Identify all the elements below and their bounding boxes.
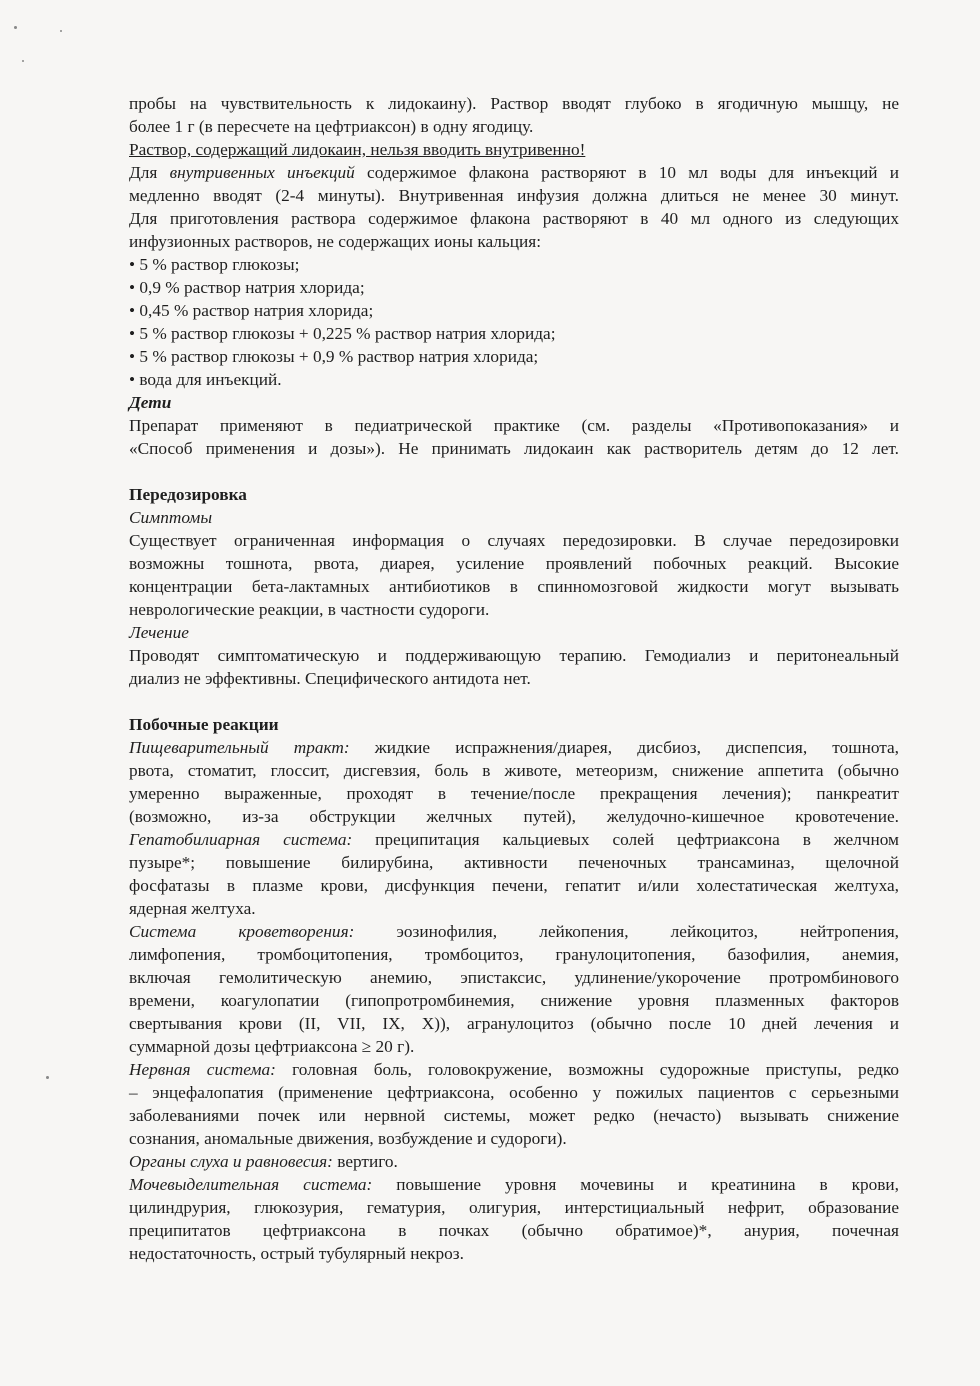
text-line: лимфопения, тромбоцитопения, тромбоцитоз, гранулоцитопения, базофилия, анемия, <box>129 945 899 964</box>
text-line: (возможно, из-за обструкции желчных путей), желудочно-кишечное кровотечение. <box>129 807 899 826</box>
text-line: пробы на чувствительность к лидокаину). Раствор вводят глубоко в ягодичную мышцу, не <box>129 94 899 113</box>
text-line: Препарат применяют в педиатрической практике (см. разделы «Противопоказания» и <box>129 416 899 435</box>
text-line: «Способ применения и дозы»). Не принимать лидокаин как растворитель детям до 12 лет. <box>129 439 899 458</box>
text-line: Проводят симптоматическую и поддерживающую терапию. Гемодиализ и перитонеальный <box>129 646 899 665</box>
solution-item: • 5 % раствор глюкозы; <box>129 253 899 276</box>
text-line: суммарной дозы цефтриаксона ≥ 20 г). <box>129 1037 415 1056</box>
text-line: Гепатобилиарная система: преципитация кальциевых солей цефтриаксона в желчном <box>129 830 899 849</box>
category-label: Пищеварительный тракт: <box>129 738 350 757</box>
section-heading: Побочные реакции <box>129 715 279 734</box>
text-line: возможны тошнота, рвота, диарея, усиление проявлений побочных реакций. Высокие <box>129 554 899 573</box>
solution-item: • вода для инъекций. <box>129 368 899 391</box>
category-label: Система кроветворения: <box>129 922 355 941</box>
text-line: Для внутривенных инъекций содержимое флакона растворяют в 10 мл воды для инъекций и <box>129 163 899 182</box>
text-line: заболеваниями почек или нервной системы, может редко (нечасто) вызывать снижение <box>129 1106 899 1125</box>
term-italic: внутривенных инъекций <box>169 163 355 182</box>
text-line: Для приготовления раствора содержимое флакона растворяют в 40 мл одного из следующих <box>129 209 899 228</box>
solution-item: • 5 % раствор глюкозы + 0,9 % раствор натрия хлорида; <box>129 345 899 368</box>
solution-item: • 0,9 % раствор натрия хлорида; <box>129 276 899 299</box>
text-line: Органы слуха и равновесия: вертиго. <box>129 1152 398 1171</box>
scan-speck <box>60 30 62 32</box>
text-line: диализ не эффективны. Специфического антидота нет. <box>129 669 531 688</box>
text-line: Существует ограниченная информация о случаях передозировки. В случае передозировки <box>129 531 899 550</box>
children-section <box>129 391 899 460</box>
text-line: умеренно выраженные, проходят в течение/после прекращения лечения); панкреатит <box>129 784 899 803</box>
text-line: более 1 г (в пересчете на цефтриаксон) в одну ягодицу. <box>129 117 534 136</box>
scan-speck <box>46 1076 49 1079</box>
adverse-reactions-section <box>129 713 899 1265</box>
text-line: Система кроветворения: эозинофилия, лейкопения, лейкоцитоз, нейтропения, <box>129 922 899 941</box>
solution-item: • 5 % раствор глюкозы + 0,225 % раствор натрия хлорида; <box>129 322 899 345</box>
category-label: Мочевыделительная система: <box>129 1175 373 1194</box>
section-subheading: Дети <box>129 393 172 412</box>
text-line: сознания, аномальные движения, возбуждение и судороги). <box>129 1129 567 1148</box>
text-line: пузыре*; повышение билирубина, активности печеночных трансаминаз, щелочной <box>129 853 899 872</box>
text-line: свертывания крови (II, VII, IX, X)), агранулоцитоз (обычно после 10 дней лечения и <box>129 1014 899 1033</box>
warning-note: Раствор, содержащий лидокаин, нельзя вводить внутривенно! <box>129 140 586 159</box>
text-line: инфузионных растворов, не содержащих ионы кальция: <box>129 232 542 251</box>
solution-item: • 0,45 % раствор натрия хлорида; <box>129 299 899 322</box>
text-line: недостаточность, острый тубулярный некроз. <box>129 1244 464 1263</box>
subsection-label: Симптомы <box>129 508 213 527</box>
scan-speck <box>22 60 24 62</box>
subsection-label: Лечение <box>129 623 189 642</box>
scan-speck <box>14 26 17 29</box>
administration-section <box>129 92 899 391</box>
text-line: неврологические реакции, в частности судороги. <box>129 600 490 619</box>
text-line: фосфатазы в плазме крови, дисфункция печени, гепатит и/или холестатическая желтуха, <box>129 876 899 895</box>
category-label: Нервная система: <box>129 1060 276 1079</box>
text-line: медленно вводят (2-4 минуты). Внутривенная инфузия должна длиться не менее 30 минут. <box>129 186 899 205</box>
text-line: цилиндрурия, глюкозурия, гематурия, олигурия, интерстициальный нефрит, образование <box>129 1198 899 1217</box>
text-line: времени, коагулопатии (гипопротромбинемия, снижение уровня плазменных факторов <box>129 991 899 1010</box>
text-line: преципитатов цефтриаксона в почках (обычно обратимое)*, анурия, почечная <box>129 1221 899 1240</box>
text-line: – энцефалопатия (применение цефтриаксона, особенно у пожилых пациентов с серьезными <box>129 1083 899 1102</box>
text-line: рвота, стоматит, глоссит, дисгевзия, боль в животе, метеоризм, снижение аппетита (обычно <box>129 761 899 780</box>
document-page <box>129 92 899 1265</box>
text-line: Пищеварительный тракт: жидкие испражнения/диарея, дисбиоз, диспепсия, тошнота, <box>129 738 899 757</box>
text-line: ядерная желтуха. <box>129 899 256 918</box>
category-label: Органы слуха и равновесия: <box>129 1152 333 1171</box>
overdose-section <box>129 483 899 690</box>
section-heading: Передозировка <box>129 485 247 504</box>
text-line: Мочевыделительная система: повышение уровня мочевины и креатинина в крови, <box>129 1175 899 1194</box>
text-line: Нервная система: головная боль, головокружение, возможны судорожные приступы, редко <box>129 1060 899 1079</box>
text-line: концентрации бета-лактамных антибиотиков в спинномозговой жидкости могут вызывать <box>129 577 899 596</box>
text-line: включая гемолитическую анемию, эпистаксис, удлинение/укорочение протромбинового <box>129 968 899 987</box>
category-label: Гепатобилиарная система: <box>129 830 353 849</box>
